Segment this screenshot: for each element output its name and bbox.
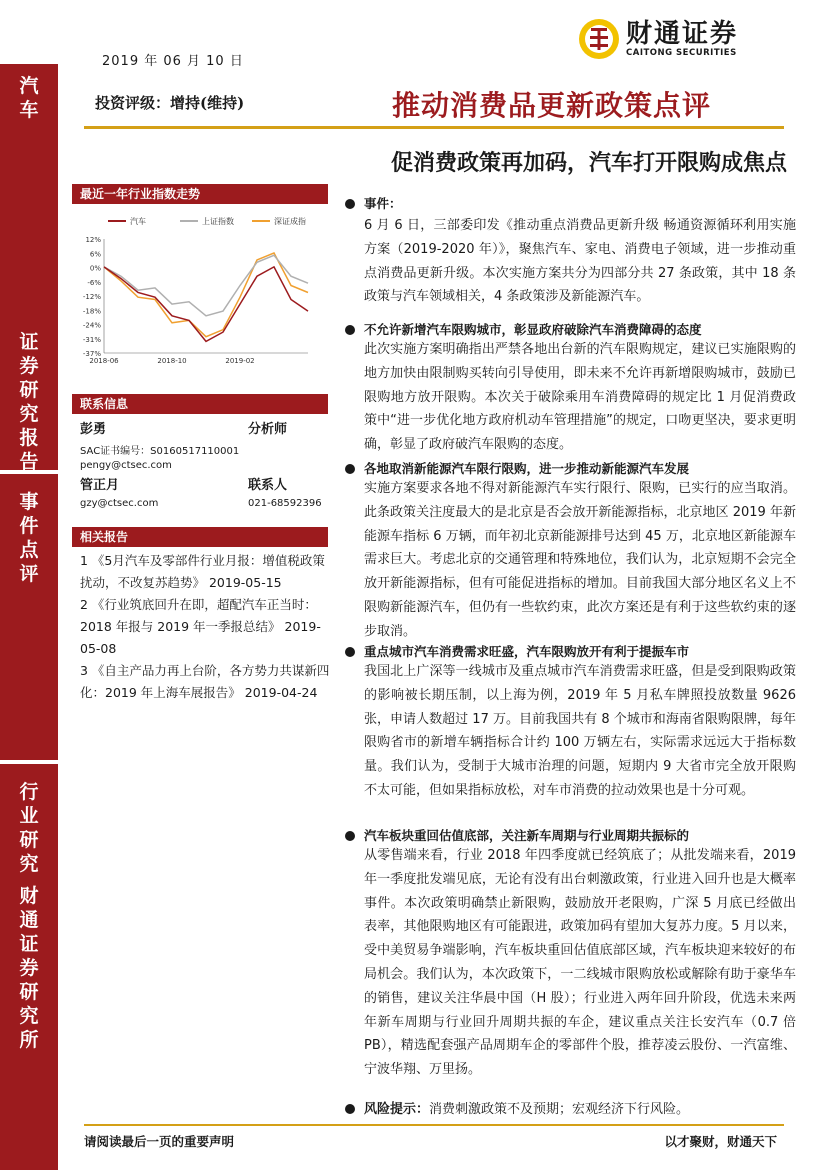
header-rule xyxy=(84,126,784,129)
contact-email[interactable]: gzy@ctsec.com xyxy=(80,498,159,509)
related-report-item[interactable]: 1 《5月汽车及零部件行业月报：增值税政策扰动，不改复苏趋势》 2019-05-15 xyxy=(80,553,325,590)
logo-english-name: CAITONG SECURITIES xyxy=(626,48,737,58)
footer-rule xyxy=(84,1124,784,1126)
index-trend-chart xyxy=(72,207,328,367)
related-report-item[interactable]: 3 《自主产品力再上台阶，各方势力共谋新四化：2019 年上海车展报告》 2019-04-24 xyxy=(80,663,330,700)
section-head-event: 事件： xyxy=(345,194,402,212)
bullet-icon xyxy=(345,464,355,474)
report-type-title: 推动消费品更新政策点评 xyxy=(392,89,712,122)
risk-warning xyxy=(345,1098,689,1117)
logo-chinese-name: 财通证券 xyxy=(626,19,739,49)
series-line xyxy=(104,253,308,337)
analyst-role: 分析师 xyxy=(248,422,288,437)
legend-label: 深证成指 xyxy=(274,217,306,226)
y-tick-label: -18% xyxy=(82,307,101,316)
related-report-item[interactable]: 2 《行业筑底回升在即，超配汽车正当时：2018 年报与 2019 年一季报总结》 2019-05-08 xyxy=(80,597,321,656)
y-tick-label: -12% xyxy=(82,293,101,301)
sac-number: SAC证书编号：S0160517110001 xyxy=(80,446,240,457)
y-tick-label: 0% xyxy=(89,264,101,273)
report-headline: 促消费政策再加码，汽车打开限购成焦点 xyxy=(390,150,787,176)
chart-section-title: 最近一年行业指数走势 xyxy=(72,184,328,204)
bullet-icon xyxy=(345,831,355,841)
analyst-name: 彭勇 xyxy=(80,422,107,437)
contact-phone: 021-68592396 xyxy=(248,498,322,509)
contact-name: 管正月 xyxy=(80,478,120,493)
series-line xyxy=(104,255,308,315)
sidebar-report-kind: 事 件 点 评 xyxy=(19,491,39,585)
x-tick-label: 2018-10 xyxy=(157,357,187,365)
section-body-demand: 我国北上广深等一线城市及重点城市汽车消费需求旺盛，但是受到限购政策的影响被长期压制，以上海为例，2019 年 5 月私车牌照投放数量 9626 张，申请人数超过 17 万。目前我国共有 8 个城市和海南省限购限牌，每年限购省市的新增车辆指标合计约 100 万辆左右，实际需求远远大于指标数量。我们认为，受制于大城市治理的问题，短期内 9 大省市完全放开限购不太可能，但如果指标放松，对车市消费的拉动效果也是十分可观。 xyxy=(364,664,796,798)
caitong-logo-icon xyxy=(578,18,620,60)
sidebar-industry: 汽 车 xyxy=(19,75,39,121)
sidebar-bottom-1: 行 业 研 究 xyxy=(19,781,39,875)
sidebar-bottom-2: 财 通 证 券 研 究 所 xyxy=(19,885,39,1051)
y-tick-label: 6% xyxy=(89,250,101,259)
investment-rating: 投资评级：增持(维持) xyxy=(95,94,245,112)
footer-slogan: 以才聚财，财通天下 xyxy=(664,1134,777,1149)
section-body-event: 6 月 6 日，三部委印发《推动重点消费品更新升级 畅通资源循环利用实施方案（2019-2020 年）》，聚焦汽车、家电、消费电子领域，进一步推动重点消费品更新升级。本次实施方案共分为四部分共 27 条政策，其中 18 条政策与汽车领域相关，4 条政策涉及新能源汽车。 xyxy=(364,218,796,305)
sidebar-category: 证 券 研 究 报 告 xyxy=(19,331,39,473)
section-head-nev: 各地取消新能源汽车限行限购，进一步推动新能源汽车发展 xyxy=(345,459,689,477)
series-line xyxy=(104,267,308,342)
contact-block xyxy=(80,418,330,518)
bullet-icon xyxy=(345,647,355,657)
section-body-valuation: 从零售端来看，行业 2018 年四季度就已经筑底了；从批发端来看，2019 年一季度批发端见底，无论有没有出台刺激政策，行业进入回升也是大概率事件。本次政策明确禁止新限购，鼓励放开老限购，广深 5 月底已经做出表率，其他限购地区有可能跟进，政策加码有望加大复苏力度。5 月以来，受中美贸易争端影响，汽车板块重回估值底部区域，汽车板块迎来较好的布局机会。我们认为，本次政策下，一二线城市限购放松或解除有助于豪华车的销售，建议关注华晨中国（H 股）；行业进入两年回升阶段，优选未来两年新车周期与行业回升周期共振的车企，建议重点关注长安汽车（0.7 倍 PB），精选配套强产品周期车企的零部件个股，推荐凌云股份、一汽富维、宁波华翔、万里扬。 xyxy=(364,848,796,1078)
bullet-icon xyxy=(345,199,355,209)
bullet-icon xyxy=(345,325,355,335)
x-tick-label: 2019-02 xyxy=(225,357,255,365)
section-head-demand: 重点城市汽车消费需求旺盛，汽车限购放开有利于提振车市 xyxy=(345,642,689,660)
section-head-no-new-limits: 不允许新增汽车限购城市，彰显政府破除汽车消费障碍的态度 xyxy=(345,320,702,338)
legend-label: 汽车 xyxy=(130,217,146,226)
risk-label: 风险提示： xyxy=(364,1102,430,1117)
related-section-title: 相关报告 xyxy=(72,527,328,547)
section-body-nev: 实施方案要求各地不得对新能源汽车实行限行、限购，已实行的应当取消。此条政策关注度最大的是北京是否会放开新能源指标，北京地区 2019 年新能源车指标 6 万辆，而年初北京新能源排号达到 45 万，北京地区新能源车需求巨大。考虑北京的交通管理和特殊地位，我们认为，北京短期不会完全放开新能源指标，但有可能促进指标的增加。目前我国大部分地区名义上不限购新能源汽车，但仍有一些软约束，此次方案还是有利于这些软约束的逐步取消。 xyxy=(364,481,796,639)
sidebar-divider xyxy=(0,760,58,764)
footer-disclaimer-note[interactable]: 请阅读最后一页的重要声明 xyxy=(84,1134,235,1149)
x-tick-label: 2018-06 xyxy=(89,357,119,365)
section-body-no-new-limits: 此次实施方案明确指出严禁各地出台新的汽车限购规定，建议已实施限购的地方加快由限制购买转向引导使用，即未来不允许再新增限购城市，鼓励已限购地方放开限购。本次关于破除乘用车消费障碍的规定比 1 月促消费政策中“进一步优化地方政府机动车管理措施”的规定，口吻更坚决，要求更明确，彰显了政府破汽车限购的态度。 xyxy=(364,342,796,453)
risk-text: 消费刺激政策不及预期；宏观经济下行风险。 xyxy=(429,1102,690,1117)
analyst-email[interactable]: pengy@ctsec.com xyxy=(80,460,172,471)
y-tick-label: 12% xyxy=(85,236,101,244)
company-logo xyxy=(578,18,738,60)
y-tick-label: -37% xyxy=(82,350,101,358)
contact-role: 联系人 xyxy=(248,478,288,493)
y-tick-label: -6% xyxy=(87,278,101,287)
y-tick-label: -31% xyxy=(82,335,101,344)
y-tick-label: -24% xyxy=(82,321,101,330)
contact-section-title: 联系信息 xyxy=(72,394,328,414)
section-head-valuation: 汽车板块重回估值底部，关注新车周期与行业周期共振标的 xyxy=(345,826,689,844)
bullet-icon xyxy=(345,1104,355,1114)
index-trend-svg xyxy=(72,207,328,367)
related-reports-list xyxy=(80,550,332,704)
legend-label: 上证指数 xyxy=(202,217,234,226)
report-date: 2019 年 06 月 10 日 xyxy=(102,54,244,69)
